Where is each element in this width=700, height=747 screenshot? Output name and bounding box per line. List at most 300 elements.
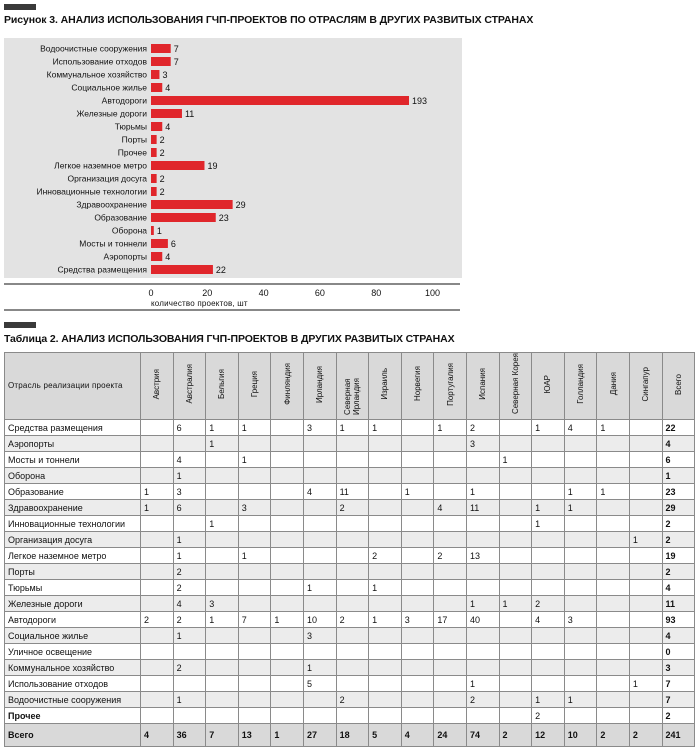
value-label: 6	[170, 239, 176, 249]
table-cell: 2	[173, 564, 206, 580]
table-cell: 1	[303, 580, 336, 596]
table-cell	[141, 580, 174, 596]
table-cell	[499, 468, 532, 484]
table-cell	[141, 420, 174, 436]
header-country	[141, 353, 174, 420]
row-label: Организация досуга	[5, 532, 141, 548]
table-cell: 1	[629, 676, 662, 692]
table-cell	[303, 644, 336, 660]
table-cell	[532, 548, 565, 564]
table-row	[5, 628, 695, 644]
table-row	[5, 692, 695, 708]
table-cell: 3	[303, 628, 336, 644]
x-axis-label: количество проектов, шт	[151, 299, 248, 308]
table-cell	[499, 692, 532, 708]
table-cell	[271, 644, 304, 660]
value-label: 4	[165, 252, 171, 262]
row-total-cell: 4	[662, 628, 694, 644]
table-cell	[141, 564, 174, 580]
table-row	[5, 548, 695, 564]
category-label: Порты	[121, 134, 147, 145]
row-total-cell: 3	[662, 660, 694, 676]
table-cell	[401, 628, 434, 644]
table-cell	[238, 484, 271, 500]
table-cell: 13	[238, 724, 271, 747]
table-cell	[401, 564, 434, 580]
table-cell	[141, 436, 174, 452]
table-cell	[401, 660, 434, 676]
table-cell: 1	[564, 692, 597, 708]
table-cell	[336, 708, 369, 724]
table-cell: 4	[532, 612, 565, 628]
table-cell: 7	[238, 612, 271, 628]
table-cell	[597, 452, 630, 468]
table-cell	[173, 708, 206, 724]
table-cell	[303, 516, 336, 532]
table-cell	[597, 708, 630, 724]
table-cell	[401, 548, 434, 564]
table-cell: 1	[369, 420, 402, 436]
bar	[151, 213, 216, 222]
table-cell	[369, 452, 402, 468]
table-cell	[401, 532, 434, 548]
table-cell: 1	[466, 676, 499, 692]
table-cell	[532, 628, 565, 644]
table-cell	[564, 468, 597, 484]
header-country	[662, 353, 694, 420]
table-cell	[499, 660, 532, 676]
table-row	[5, 612, 695, 628]
table-cell: 1	[499, 596, 532, 612]
table-cell	[238, 436, 271, 452]
table-cell: 2	[369, 548, 402, 564]
table-cell	[238, 676, 271, 692]
table-cell	[238, 468, 271, 484]
table-cell: 1	[206, 420, 239, 436]
category-label: Инновационные технологии	[36, 186, 147, 197]
header-country	[303, 353, 336, 420]
category-label: Оборона	[111, 225, 147, 236]
table-cell	[336, 548, 369, 564]
table-cell: 1	[271, 724, 304, 747]
table-cell	[303, 692, 336, 708]
header-country	[369, 353, 402, 420]
table-cell	[532, 660, 565, 676]
table-cell	[597, 612, 630, 628]
row-label: Легкое наземное метро	[5, 548, 141, 564]
category-label: Водоочистные сооружения	[40, 43, 147, 54]
table-cell	[206, 708, 239, 724]
table-cell	[434, 692, 467, 708]
bar	[151, 109, 182, 118]
bar	[151, 70, 159, 79]
table-cell: 3	[303, 420, 336, 436]
table-cell	[336, 596, 369, 612]
value-label: 23	[218, 213, 229, 223]
table-cell	[564, 596, 597, 612]
data-table-wrapper	[4, 352, 694, 747]
table-cell	[141, 468, 174, 484]
value-label: 2	[159, 148, 165, 158]
table-cell	[564, 452, 597, 468]
table-cell	[629, 468, 662, 484]
table-cell	[141, 596, 174, 612]
row-total-cell: 2	[662, 532, 694, 548]
header-country-label: Израиль	[380, 368, 390, 400]
table-cell	[597, 500, 630, 516]
table-cell	[369, 644, 402, 660]
table-cell: 2	[141, 612, 174, 628]
table-cell	[141, 660, 174, 676]
table-cell: 2	[173, 580, 206, 596]
value-label: 4	[165, 83, 171, 93]
header-country-label: Греция	[250, 370, 260, 398]
figure-title: АНАЛИЗ ИСПОЛЬЗОВАНИЯ ГЧП-ПРОЕКТОВ ПО ОТРАСЛЯМ В ДРУГИХ РАЗВИТЫХ СТРАНАХ	[60, 14, 534, 26]
row-total-cell: 11	[662, 596, 694, 612]
table-row	[5, 644, 695, 660]
table-cell	[206, 644, 239, 660]
category-label: Аэропорты	[103, 251, 147, 262]
table-cell: 12	[532, 724, 565, 747]
row-total-cell: 4	[662, 436, 694, 452]
table-cell	[434, 708, 467, 724]
table-cell	[401, 580, 434, 596]
table-cell	[629, 596, 662, 612]
table-cell	[564, 676, 597, 692]
table-cell: 1	[141, 484, 174, 500]
table-cell	[336, 660, 369, 676]
bar	[151, 252, 162, 261]
bar	[151, 44, 171, 53]
table-cell	[238, 644, 271, 660]
header-country	[336, 353, 369, 420]
table-cell	[238, 708, 271, 724]
table-cell	[271, 564, 304, 580]
header-country-label: Сингапур	[641, 366, 651, 402]
table-cell	[271, 692, 304, 708]
row-label: Порты	[5, 564, 141, 580]
table-cell	[629, 564, 662, 580]
table-cell	[271, 532, 304, 548]
header-country-label: Дания	[608, 372, 618, 396]
table-prefix: Таблица 2.	[4, 333, 59, 345]
row-total-cell: 7	[662, 692, 694, 708]
table-cell: 3	[466, 436, 499, 452]
table-cell: 17	[434, 612, 467, 628]
table-cell	[434, 596, 467, 612]
table-cell	[597, 692, 630, 708]
table-cell	[564, 532, 597, 548]
table-cell	[401, 708, 434, 724]
table-cell: 1	[597, 484, 630, 500]
row-label: Использование отходов	[5, 676, 141, 692]
table-row	[5, 420, 695, 436]
row-label: Мосты и тоннели	[5, 452, 141, 468]
figure-caption	[4, 14, 533, 26]
header-country-label: ЮАР	[543, 374, 553, 394]
header-sector: Отрасль реализации проекта	[5, 353, 141, 420]
table-cell	[532, 644, 565, 660]
table-cell	[271, 660, 304, 676]
table-cell	[303, 436, 336, 452]
table-cell	[466, 516, 499, 532]
table-cell	[466, 564, 499, 580]
table-row	[5, 676, 695, 692]
table-cell: 1	[238, 452, 271, 468]
table-cell	[629, 484, 662, 500]
table-cell	[499, 484, 532, 500]
table-cell	[466, 532, 499, 548]
header-country-label: Австралия	[184, 364, 194, 404]
table-cell: 1	[564, 500, 597, 516]
header-country-label: Голландия	[576, 364, 586, 404]
table-cell	[499, 564, 532, 580]
table-cell: 1	[401, 484, 434, 500]
table-cell	[466, 708, 499, 724]
header-country	[629, 353, 662, 420]
table-cell: 3	[401, 612, 434, 628]
table-cell	[141, 452, 174, 468]
bar	[151, 200, 233, 209]
table-cell	[401, 596, 434, 612]
table-cell	[401, 676, 434, 692]
table-cell	[434, 452, 467, 468]
table-cell: 2	[466, 420, 499, 436]
x-tick-label: 20	[202, 288, 213, 298]
table-cell	[499, 500, 532, 516]
table-cell	[532, 676, 565, 692]
table-cell	[369, 532, 402, 548]
table-cell: 2	[336, 692, 369, 708]
table-cell	[336, 580, 369, 596]
table-cell	[466, 468, 499, 484]
table-cell	[141, 676, 174, 692]
row-total-cell: 1	[662, 468, 694, 484]
table-cell	[466, 452, 499, 468]
table-cell: 1	[532, 500, 565, 516]
header-country	[434, 353, 467, 420]
table-cell	[141, 692, 174, 708]
row-total-cell: 2	[662, 516, 694, 532]
table-cell: 18	[336, 724, 369, 747]
table-cell	[238, 692, 271, 708]
table-cell: 3	[564, 612, 597, 628]
table-cell	[597, 596, 630, 612]
table-cell	[271, 436, 304, 452]
bar	[151, 239, 168, 248]
table-cell	[532, 532, 565, 548]
row-label: Водоочистные сооружения	[5, 692, 141, 708]
table-cell	[271, 452, 304, 468]
table-cell	[369, 484, 402, 500]
table-cell	[466, 628, 499, 644]
table-cell	[238, 516, 271, 532]
row-total-cell: 7	[662, 676, 694, 692]
table-cell	[206, 500, 239, 516]
table-cell	[597, 564, 630, 580]
value-label: 22	[215, 265, 226, 275]
table-cell	[597, 468, 630, 484]
table-cell	[401, 644, 434, 660]
row-label: Уличное освещение	[5, 644, 141, 660]
row-label: Автодороги	[5, 612, 141, 628]
table-cell: 1	[466, 484, 499, 500]
table-cell	[597, 516, 630, 532]
table-cell	[499, 516, 532, 532]
row-total-cell: 2	[662, 564, 694, 580]
table-cell: 2	[597, 724, 630, 747]
table-row	[5, 580, 695, 596]
table-cell	[629, 436, 662, 452]
row-label: Аэропорты	[5, 436, 141, 452]
table-cell	[303, 500, 336, 516]
value-label: 4	[165, 122, 171, 132]
table-cell: 6	[173, 420, 206, 436]
table-cell: 1	[271, 612, 304, 628]
figure-tag-bar	[4, 4, 36, 10]
table-cell	[401, 692, 434, 708]
table-cell: 1	[629, 532, 662, 548]
table-cell	[434, 436, 467, 452]
table-cell	[369, 516, 402, 532]
bar	[151, 161, 204, 170]
row-total-cell: 6	[662, 452, 694, 468]
table-cell: 74	[466, 724, 499, 747]
row-total-cell: 2	[662, 708, 694, 724]
table-title: АНАЛИЗ ИСПОЛЬЗОВАНИЯ ГЧП-ПРОЕКТОВ В ДРУГИХ РАЗВИТЫХ СТРАНАХ	[61, 333, 455, 345]
bar-chart	[0, 30, 700, 325]
table-cell	[173, 644, 206, 660]
row-label: Тюрьмы	[5, 580, 141, 596]
table-cell	[336, 532, 369, 548]
row-label: Средства размещения	[5, 420, 141, 436]
table-cell	[336, 452, 369, 468]
header-country-label: Бельгия	[217, 369, 227, 399]
table-cell: 3	[173, 484, 206, 500]
category-label: Организация досуга	[67, 173, 147, 184]
table-cell	[206, 692, 239, 708]
table-cell	[173, 436, 206, 452]
header-country-label: Португалия	[445, 362, 455, 406]
header-country	[597, 353, 630, 420]
table-cell: 2	[336, 612, 369, 628]
table-cell	[271, 420, 304, 436]
header-country	[564, 353, 597, 420]
table-cell: 4	[303, 484, 336, 500]
table-cell	[141, 708, 174, 724]
table-cell	[629, 516, 662, 532]
value-label: 7	[173, 44, 179, 54]
table-cell: 1	[238, 420, 271, 436]
table-cell: 27	[303, 724, 336, 747]
category-label: Автодороги	[101, 95, 147, 106]
table-cell	[597, 548, 630, 564]
table-cell	[206, 660, 239, 676]
table-cell	[597, 644, 630, 660]
table-cell	[466, 644, 499, 660]
table-cell: 24	[434, 724, 467, 747]
table-cell: 1	[564, 484, 597, 500]
table-cell: 2	[499, 724, 532, 747]
table-cell: 1	[206, 516, 239, 532]
table-cell: 1	[434, 420, 467, 436]
table-cell: 2	[466, 692, 499, 708]
table-cell	[434, 516, 467, 532]
header-country	[401, 353, 434, 420]
table-cell	[336, 468, 369, 484]
table-cell	[141, 644, 174, 660]
table-cell: 4	[173, 452, 206, 468]
row-label: Оборона	[5, 468, 141, 484]
table-cell	[303, 596, 336, 612]
value-label: 3	[162, 70, 168, 80]
table-cell: 1	[173, 532, 206, 548]
table-cell: 1	[336, 420, 369, 436]
table-cell: 2	[532, 596, 565, 612]
table-cell	[564, 644, 597, 660]
category-label: Здравоохранение	[76, 199, 147, 210]
table-cell: 11	[336, 484, 369, 500]
table-cell	[532, 580, 565, 596]
table-cell	[401, 500, 434, 516]
table-cell	[238, 580, 271, 596]
table-cell: 3	[238, 500, 271, 516]
header-country	[238, 353, 271, 420]
table-cell	[499, 644, 532, 660]
table-row	[5, 436, 695, 452]
table-cell: 1	[597, 420, 630, 436]
table-cell	[401, 436, 434, 452]
table-cell	[597, 676, 630, 692]
row-label: Коммунальное хозяйство	[5, 660, 141, 676]
table-cell: 1	[141, 500, 174, 516]
header-country-label: Австрия	[152, 368, 162, 400]
table-cell	[532, 484, 565, 500]
table-row	[5, 564, 695, 580]
table-cell	[271, 596, 304, 612]
row-total-cell: 0	[662, 644, 694, 660]
bar	[151, 96, 409, 105]
table-cell: 2	[434, 548, 467, 564]
table-cell	[141, 628, 174, 644]
table-cell: 40	[466, 612, 499, 628]
row-total-cell: 23	[662, 484, 694, 500]
table-cell	[369, 596, 402, 612]
row-total-cell: 29	[662, 500, 694, 516]
bar	[151, 265, 213, 274]
value-label: 7	[173, 57, 179, 67]
bar	[151, 135, 157, 144]
table-cell: 1	[369, 612, 402, 628]
table-cell	[238, 532, 271, 548]
table-cell	[434, 580, 467, 596]
header-country	[499, 353, 532, 420]
table-cell	[499, 676, 532, 692]
bar	[151, 122, 162, 131]
header-country-label: Северная Ирландия	[343, 378, 362, 415]
table-tag-bar	[4, 322, 36, 328]
table-row	[5, 516, 695, 532]
table-cell	[303, 548, 336, 564]
table-cell	[629, 580, 662, 596]
table-cell: 2	[629, 724, 662, 747]
bar	[151, 226, 154, 235]
row-label: Социальное жилье	[5, 628, 141, 644]
table-cell	[271, 516, 304, 532]
table-cell	[141, 532, 174, 548]
table-cell	[629, 500, 662, 516]
table-cell	[499, 612, 532, 628]
